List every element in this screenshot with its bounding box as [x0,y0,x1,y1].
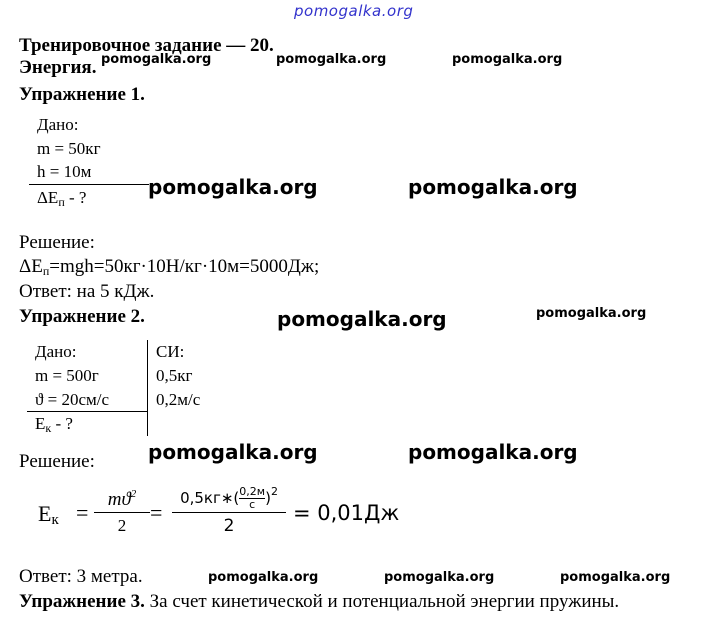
watermark: pomogalka.org [408,440,578,464]
page-subtitle: Энергия. [19,57,97,78]
ex1-given-mass: m = 50кг [37,139,101,158]
watermark: pomogalka.org [276,52,387,67]
formula-equals: = [76,500,89,525]
ex1-find: $\Delta E_п$ - ? [37,188,87,209]
ex2-si-label: СИ: [156,342,185,361]
ex2-solution-label: Решение: [19,451,95,472]
exercise-2-heading: Упражнение 2. [19,306,145,327]
watermark: pomogalka.org [560,570,671,585]
watermark: pomogalka.org [148,175,318,199]
formula-result: = 0,01Дж [293,501,400,525]
ex1-answer: Ответ: на 5 кДж. [19,281,155,302]
ex2-given-mass: m = 500г [35,366,99,385]
exercise-3-heading: Упражнение 3. [19,591,145,612]
ex1-solution: $\Delta E_п=mgh=50кг\cdot 10Н/кг\cdot 10м=5000Дж$; [19,256,320,278]
ex1-given-divider [29,184,149,185]
exercise-3-text: За счет кинетической и потенциальной энергии пружины. [144,591,620,612]
page-title: Тренировочное задание — 20. [19,35,274,56]
fraction-1-numerator: $mϑ^2$ [107,488,137,510]
watermark: pomogalka.org [277,307,447,331]
exercise-1-heading: Упражнение 1. [19,84,145,105]
fraction-2-numerator: 0,5кг∗( 0,2м с )$^2$ [180,485,278,511]
ex1-given-height: h = 10м [37,162,92,181]
ex2-si-speed: 0,2м/с [156,390,201,409]
fraction-1-denominator: 2 [117,516,127,535]
formula-fraction-1 [94,483,150,536]
exercise-3 [19,591,619,613]
watermark: pomogalka.org [101,52,212,67]
fraction-2-inner: 0,2м с [239,485,266,511]
ex1-solution-label: Решение: [19,232,95,253]
watermark: pomogalka.org [208,570,319,585]
ex2-answer: Ответ: 3 метра. [19,566,143,587]
watermark: pomogalka.org [384,570,495,585]
formula-lhs: $E_к$ [38,501,59,528]
ex2-si-mass: 0,5кг [156,366,193,385]
fraction-2-denominator: 2 [223,516,235,536]
formula-equals: = [150,500,163,525]
watermark: pomogalka.org [452,52,563,67]
watermark: pomogalka.org [408,175,578,199]
ex2-si-divider [147,340,148,436]
fraction-1-bar [94,512,150,513]
formula-fraction-2 [172,478,286,536]
ex2-given-label: Дано: [35,342,77,361]
watermark: pomogalka.org [536,306,647,321]
ex2-find: $E_к$ - ? [35,414,73,435]
watermark: pomogalka.org [148,440,318,464]
fraction-2-bar [172,512,286,513]
ex1-given-label: Дано: [37,115,79,134]
ex2-given-speed: ϑ = 20см/с [35,390,110,409]
site-header-link[interactable]: pomogalka.org [294,2,414,20]
